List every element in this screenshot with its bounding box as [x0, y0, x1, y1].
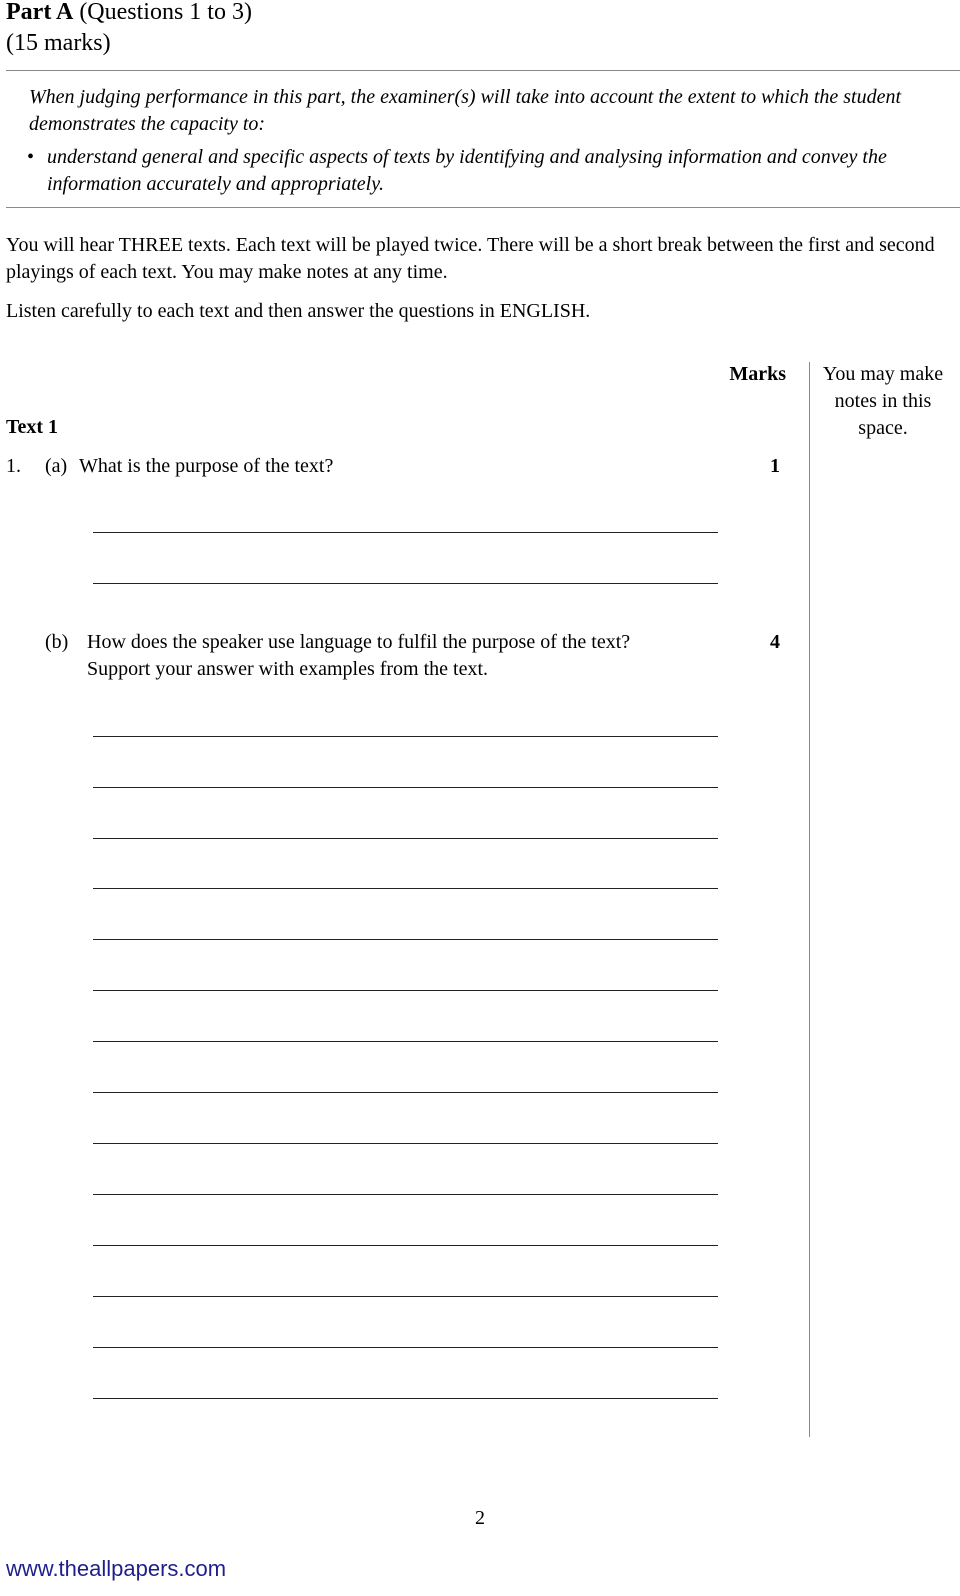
answer-line-b-12[interactable] — [93, 1296, 718, 1297]
answer-line-b-5[interactable] — [93, 939, 718, 940]
notes-header: You may make notes in this space. — [822, 363, 944, 439]
answer-line-a-2[interactable] — [93, 583, 718, 584]
answer-line-b-1[interactable] — [93, 736, 718, 737]
answer-line-b-2[interactable] — [93, 787, 718, 788]
answer-line-b-3[interactable] — [93, 838, 718, 839]
question-b-line-1: How does the speaker use language to fulfil the purpose of the text? — [87, 631, 631, 653]
criteria-intro: When judging performance in this part, the examiner(s) will take into account the extent to which the student demonstrates the capacity to: — [29, 86, 902, 135]
criteria-bullet: • — [27, 146, 35, 168]
answer-line-b-9[interactable] — [93, 1143, 718, 1144]
answer-line-b-6[interactable] — [93, 990, 718, 991]
marks-total: (15 marks) — [6, 30, 111, 56]
question-a-label: (a) — [45, 455, 68, 477]
answer-line-b-13[interactable] — [93, 1347, 718, 1348]
website-watermark[interactable]: www.theallpapers.com — [6, 1556, 227, 1581]
answer-line-b-11[interactable] — [93, 1245, 718, 1246]
answer-line-b-8[interactable] — [93, 1092, 718, 1093]
answer-line-b-14[interactable] — [93, 1398, 718, 1399]
page-number: 2 — [475, 1507, 485, 1529]
notes-column-divider — [809, 362, 810, 1437]
question-a-text: What is the purpose of the text? — [79, 455, 334, 477]
instructions-para-2: Listen carefully to each text and then answer the questions in ENGLISH. — [6, 300, 591, 322]
question-b-label: (b) — [45, 631, 69, 653]
answer-line-b-7[interactable] — [93, 1041, 718, 1042]
criteria-divider — [6, 207, 960, 208]
question-a-marks: 1 — [770, 455, 780, 477]
answer-line-b-4[interactable] — [93, 888, 718, 889]
part-title-rest: (Questions 1 to 3) — [79, 0, 252, 25]
question-b-line-2: Support your answer with examples from the text. — [87, 658, 489, 680]
answer-line-b-10[interactable] — [93, 1194, 718, 1195]
instructions-para-1: You will hear THREE texts. Each text will be played twice. There will be a short break between the first and second playings of each text. You may make notes at any time. — [6, 234, 935, 283]
criteria-bullet-text: understand general and specific aspects of texts by identifying and analysing information and convey the information accurately and appropriately. — [47, 146, 887, 195]
part-title-bold: Part A — [6, 0, 74, 25]
marks-header: Marks — [729, 363, 786, 385]
question-number: 1. — [6, 455, 21, 477]
text-heading: Text 1 — [6, 416, 59, 438]
answer-line-a-1[interactable] — [93, 532, 718, 533]
top-divider — [6, 70, 960, 71]
part-title — [6, 0, 606, 27]
question-b-marks: 4 — [770, 631, 780, 653]
